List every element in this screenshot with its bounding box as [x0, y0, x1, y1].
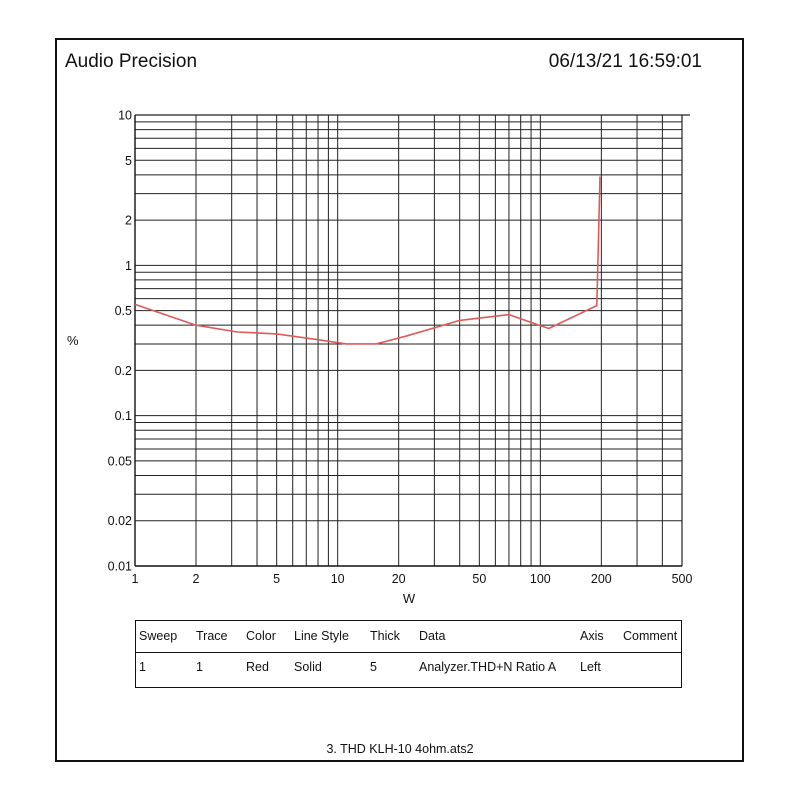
- legend-cell: Analyzer.THD+N Ratio A: [419, 660, 557, 674]
- legend-cell: 1: [196, 660, 203, 674]
- legend-cell: Red: [246, 660, 269, 674]
- legend-cell: Solid: [294, 660, 322, 674]
- legend-column-header: Data: [419, 629, 446, 643]
- y-tick-label: 0.1: [114, 409, 132, 424]
- x-tick-label: 5: [273, 572, 281, 586]
- y-tick-label: 10: [118, 108, 132, 123]
- thd-series-line: [135, 177, 600, 344]
- y-tick-label: 5: [125, 153, 132, 168]
- legend-column-header: Comment: [623, 629, 678, 643]
- legend-column-header: Trace: [196, 629, 228, 643]
- legend-column-header: Color: [246, 629, 276, 643]
- x-axis-label: W: [402, 591, 416, 606]
- legend-table: [135, 620, 682, 688]
- file-name: 3. THD KLH-10 4ohm.ats2: [326, 742, 474, 756]
- x-tick-label: 1: [131, 572, 139, 586]
- legend-cell: 5: [370, 660, 377, 674]
- legend-cell: 1: [139, 660, 146, 674]
- y-tick-label: 0.02: [107, 514, 132, 529]
- x-tick-label: 2: [192, 572, 200, 586]
- x-tick-label: 200: [590, 572, 612, 586]
- y-tick-label: 0.5: [114, 304, 132, 319]
- legend-data-row: [136, 652, 681, 688]
- brand-title: Audio Precision: [65, 51, 198, 72]
- x-tick-label: 500: [671, 572, 693, 586]
- x-tick-label: 100: [529, 572, 551, 586]
- legend-column-header: Thick: [370, 629, 400, 643]
- x-tick-label: 20: [391, 572, 406, 586]
- y-axis-label: %: [67, 333, 79, 348]
- y-tick-label: 0.01: [107, 559, 132, 574]
- legend-column-header: Line Style: [294, 629, 349, 643]
- legend-header-row: [136, 621, 681, 653]
- y-tick-label: 0.05: [107, 454, 132, 469]
- y-tick-label: 2: [125, 213, 132, 228]
- x-tick-label: 50: [472, 572, 487, 586]
- y-tick-label: 0.2: [114, 363, 132, 378]
- y-tick-label: 1: [125, 258, 132, 273]
- legend-column-header: Sweep: [139, 629, 178, 643]
- x-tick-label: 10: [330, 572, 345, 586]
- timestamp: 06/13/21 16:59:01: [548, 51, 702, 72]
- legend-cell: Left: [580, 660, 601, 674]
- legend-column-header: Axis: [580, 629, 604, 643]
